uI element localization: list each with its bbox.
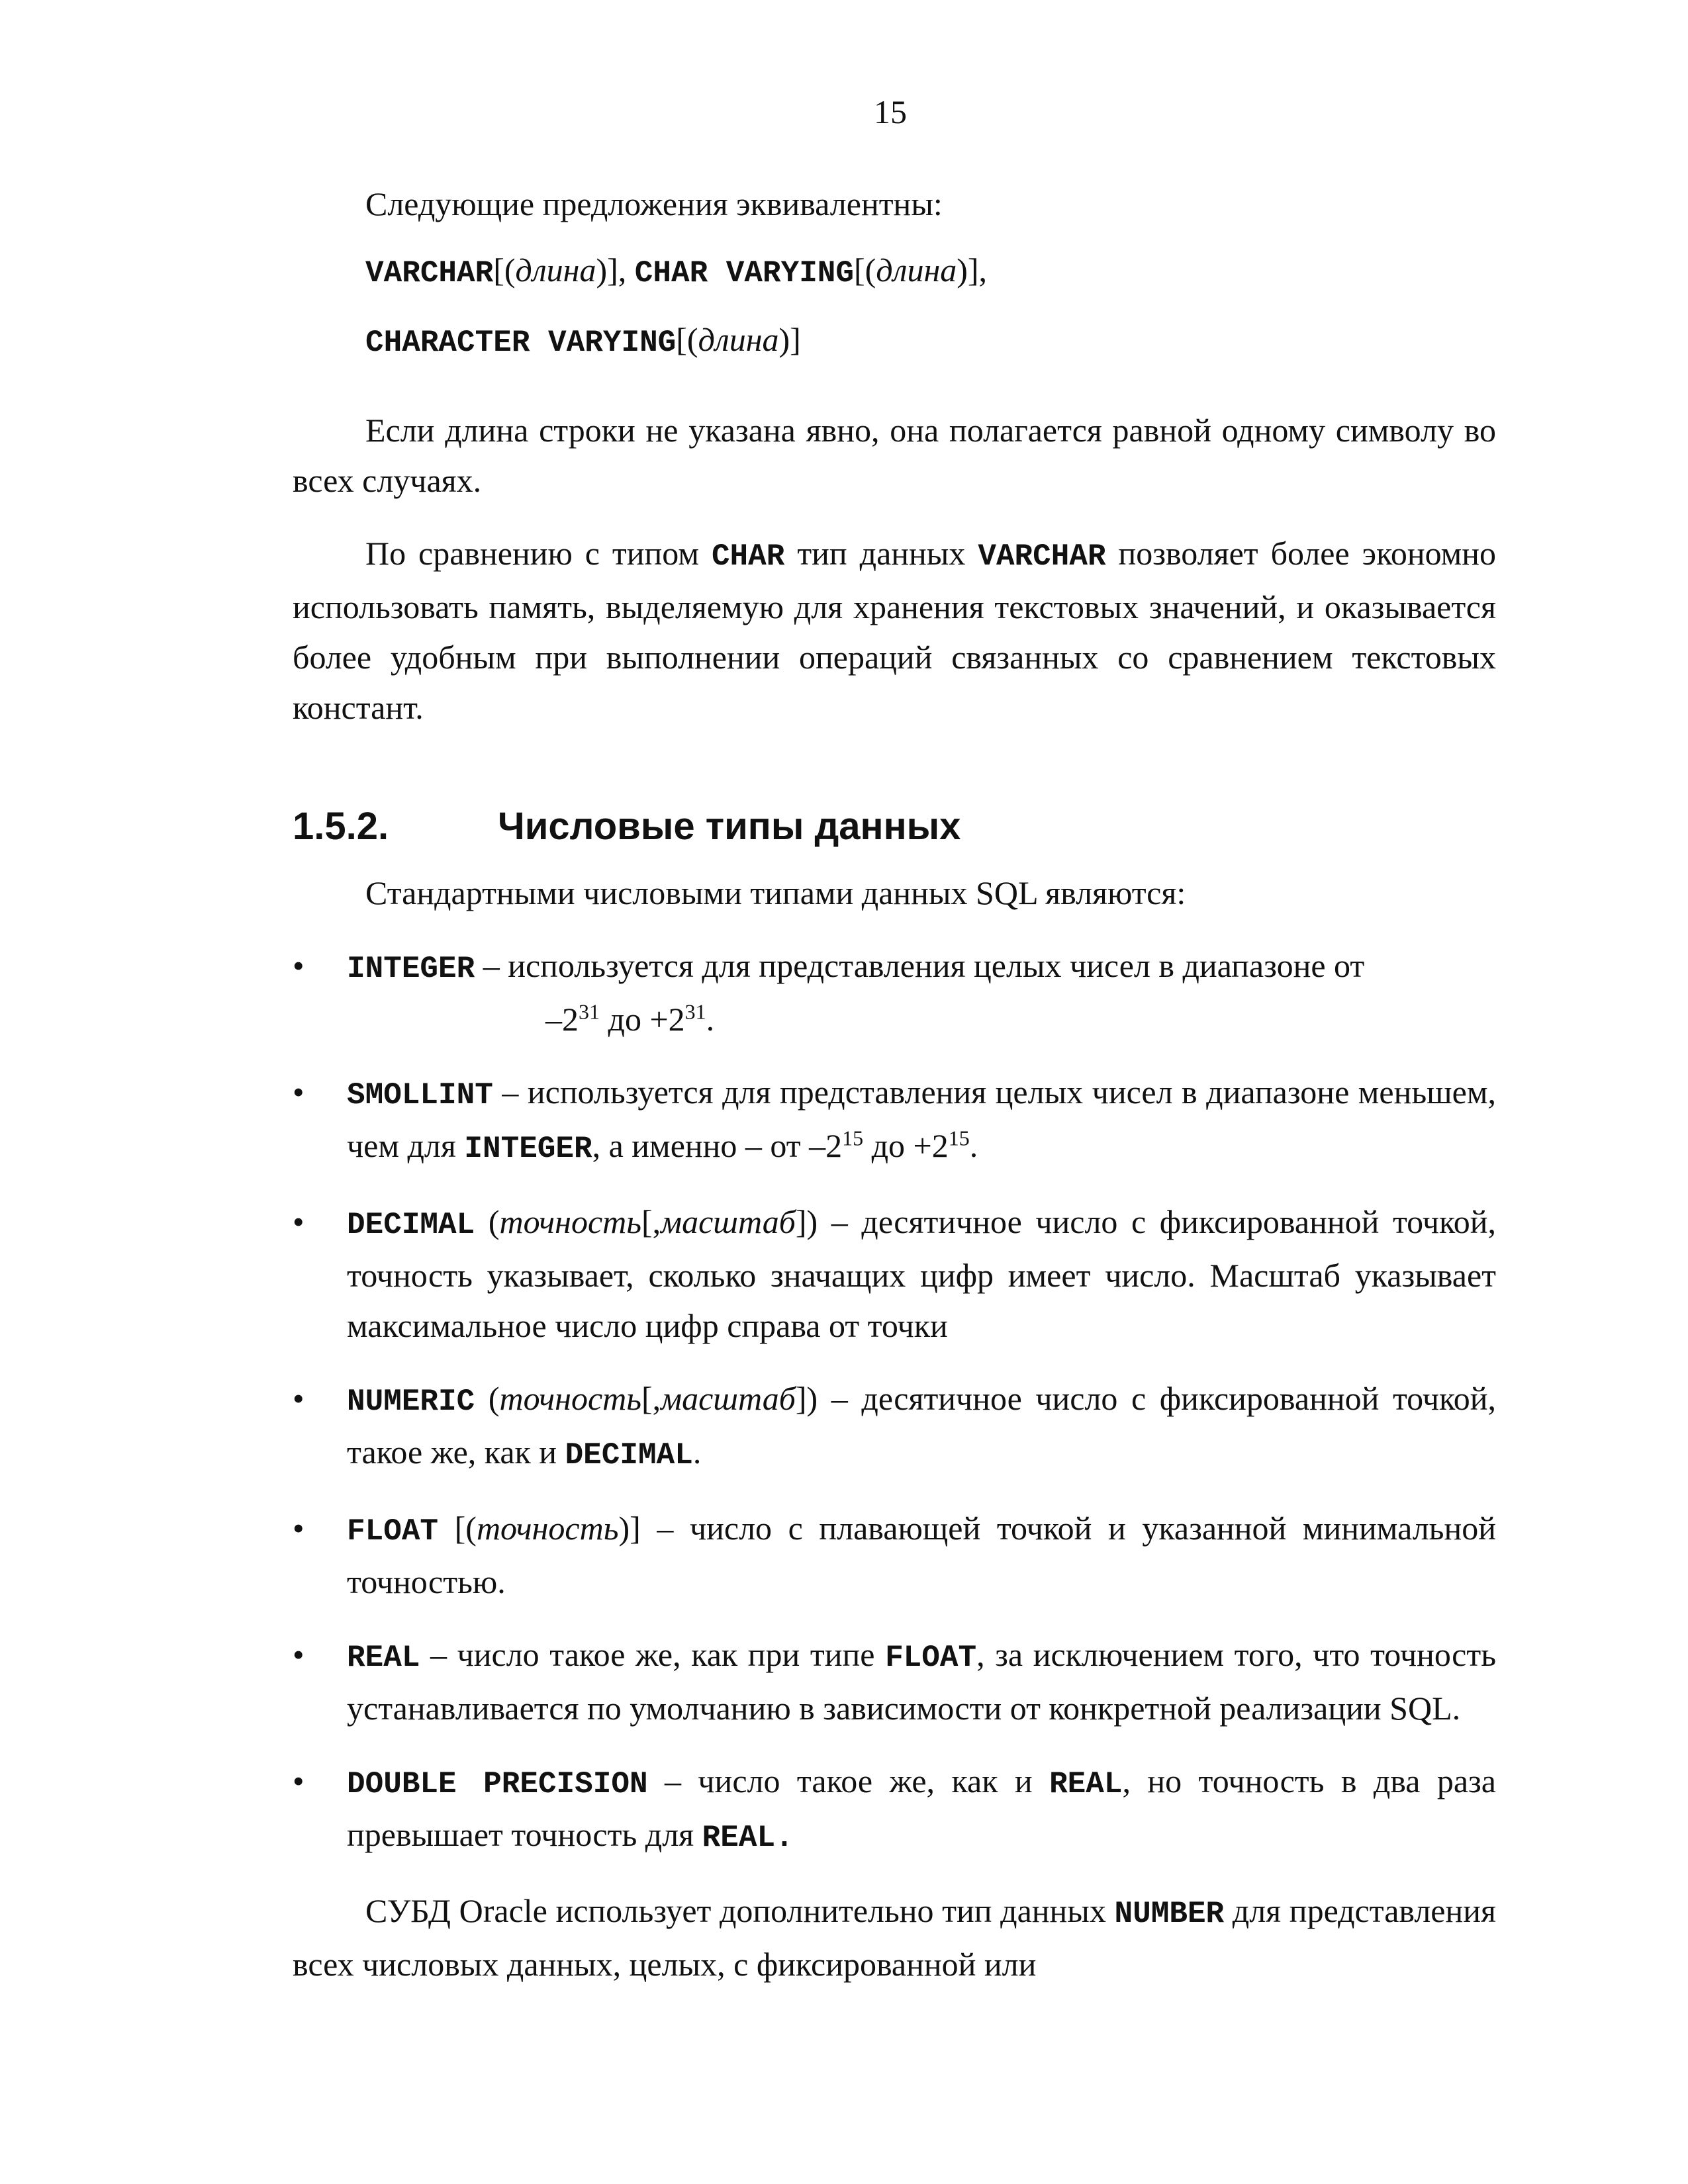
text-fragment: тип данных bbox=[797, 535, 966, 572]
keyword-real: REAL. bbox=[702, 1821, 794, 1855]
keyword-real: REAL bbox=[347, 1641, 420, 1675]
arg-length: длина bbox=[698, 321, 779, 358]
text-fragment: [, bbox=[641, 1380, 661, 1417]
text-fragment: до +2 bbox=[863, 1127, 949, 1164]
text-fragment: , за исключением того, что точность устанавливается по умолчанию в зависимости от конкретной реализации SQL. bbox=[347, 1636, 1496, 1727]
keyword-varchar: VARCHAR bbox=[365, 256, 494, 291]
list-item-real bbox=[293, 1629, 1496, 1733]
text-fragment: –2 bbox=[545, 1001, 579, 1038]
intro-sentence: Следующие предложения эквивалентны: bbox=[365, 185, 943, 222]
exponent: 31 bbox=[579, 999, 600, 1024]
text-fragment: – десятичное число с фиксированной точкой, точность указывает, сколько значащих цифр имеет число. Масштаб указывает максимальное число цифр справа от точки bbox=[347, 1203, 1496, 1344]
text-fragment: ]) bbox=[795, 1380, 818, 1417]
text-fragment: – десятичное число с фиксированной точкой, такое же, как и bbox=[347, 1380, 1496, 1471]
section-number: 1.5.2. bbox=[293, 805, 389, 848]
paragraph-length-default: Если длина строки не указана явно, она полагается равной одному символу во всех случаях. bbox=[293, 412, 1496, 499]
arg-precision: точность bbox=[499, 1203, 642, 1240]
keyword-integer: INTEGER bbox=[347, 952, 475, 986]
text-fragment: )] bbox=[618, 1510, 641, 1547]
text-fragment: ( bbox=[475, 1380, 500, 1417]
paragraph-oracle-number bbox=[293, 1886, 1496, 1989]
section-heading bbox=[293, 801, 1496, 852]
keyword-float: FLOAT bbox=[347, 1514, 439, 1549]
list-item-numeric bbox=[293, 1373, 1496, 1480]
keyword-double-precision: DOUBLE PRECISION bbox=[347, 1767, 648, 1801]
text-fragment: позволяет более экономно использовать память, выделяемую для хранения текстовых значений, и оказывается более удобным при выполнении операций связанных со сравнением текстовых констант. bbox=[293, 535, 1497, 726]
text-fragment: , но точность в два раза превышает точность для bbox=[347, 1762, 1496, 1853]
keyword-varchar: VARCHAR bbox=[978, 539, 1106, 574]
arg-precision: точность bbox=[476, 1510, 619, 1547]
keyword-number: NUMBER bbox=[1114, 1897, 1225, 1931]
exponent: 15 bbox=[842, 1126, 864, 1150]
arg-length: длина bbox=[515, 251, 596, 289]
text-fragment: до +2 bbox=[600, 1001, 685, 1038]
list-item-double-precision bbox=[293, 1756, 1496, 1863]
keyword-float: FLOAT bbox=[885, 1641, 977, 1675]
paragraph-varchar-compare bbox=[293, 528, 1496, 733]
arg-scale: масштаб bbox=[661, 1380, 796, 1417]
page-content bbox=[293, 179, 1496, 1989]
keyword-decimal: DECIMAL bbox=[565, 1438, 693, 1473]
exponent: 31 bbox=[684, 999, 706, 1024]
keyword-numeric: NUMERIC bbox=[347, 1385, 475, 1419]
keyword-integer: INTEGER bbox=[464, 1132, 592, 1166]
bullet-icon: • bbox=[293, 1510, 305, 1547]
text-fragment: . bbox=[692, 1433, 702, 1471]
text-fragment: ]) bbox=[795, 1203, 818, 1240]
text-fragment: – используется для представления целых чисел в диапазоне меньшем, чем для bbox=[347, 1073, 1496, 1164]
text-fragment: СУБД Oracle использует дополнительно тип данных bbox=[365, 1892, 1115, 1929]
text-fragment: – число с плавающей точкой и указанной минимальной точностью. bbox=[347, 1510, 1496, 1600]
keyword-decimal: DECIMAL bbox=[347, 1208, 475, 1242]
text-fragment: – используется для представления целых чисел в диапазоне от bbox=[475, 947, 1365, 984]
arg-precision: точность bbox=[499, 1380, 642, 1417]
list-item-integer bbox=[293, 940, 1496, 1044]
numeric-types-intro: Стандартными числовыми типами данных SQL являются: bbox=[365, 874, 1186, 911]
arg-length: длина bbox=[876, 251, 957, 289]
text-fragment: [, bbox=[641, 1203, 661, 1240]
exponent: 15 bbox=[948, 1126, 970, 1150]
text-fragment: . bbox=[969, 1127, 978, 1164]
numeric-types-list bbox=[293, 940, 1496, 1863]
text-fragment: – число такое же, как при типе bbox=[420, 1636, 886, 1673]
bullet-icon: • bbox=[293, 1380, 305, 1417]
synonym-line-2: CHARACTER VARYING[(длина)] bbox=[365, 321, 801, 360]
keyword-char-varying: CHAR VARYING bbox=[634, 256, 855, 291]
bullet-icon: • bbox=[293, 1762, 305, 1799]
text-fragment: По сравнению с типом bbox=[365, 535, 699, 572]
synonym-line-1: VARCHAR[(длина)], CHAR VARYING[(длина)], bbox=[365, 251, 988, 291]
list-item-smallint bbox=[293, 1067, 1496, 1174]
arg-scale: масштаб bbox=[661, 1203, 796, 1240]
bullet-icon: • bbox=[293, 1636, 305, 1673]
page-number: 15 bbox=[874, 93, 907, 130]
list-item-decimal bbox=[293, 1197, 1496, 1351]
keyword-real: REAL bbox=[1049, 1767, 1123, 1801]
text-fragment: ( bbox=[475, 1203, 500, 1240]
text-fragment: – число такое же, как и bbox=[647, 1762, 1050, 1799]
integer-range bbox=[347, 994, 1496, 1044]
keyword-smallint: SMOLLINT bbox=[347, 1078, 493, 1113]
text-fragment: . bbox=[706, 1001, 715, 1038]
section-title: Числовые типы данных bbox=[498, 805, 961, 848]
text-fragment: для представления всех числовых данных, целых, с фиксированной или bbox=[293, 1892, 1496, 1983]
bullet-icon: • bbox=[293, 1203, 305, 1240]
list-item-float bbox=[293, 1503, 1496, 1607]
bullet-icon: • bbox=[293, 1073, 305, 1111]
keyword-char: CHAR bbox=[711, 539, 785, 574]
bullet-icon: • bbox=[293, 947, 305, 984]
text-fragment: , а именно – от –2 bbox=[592, 1127, 843, 1164]
keyword-character-varying: CHARACTER VARYING bbox=[365, 326, 677, 360]
text-fragment: [( bbox=[438, 1510, 477, 1547]
